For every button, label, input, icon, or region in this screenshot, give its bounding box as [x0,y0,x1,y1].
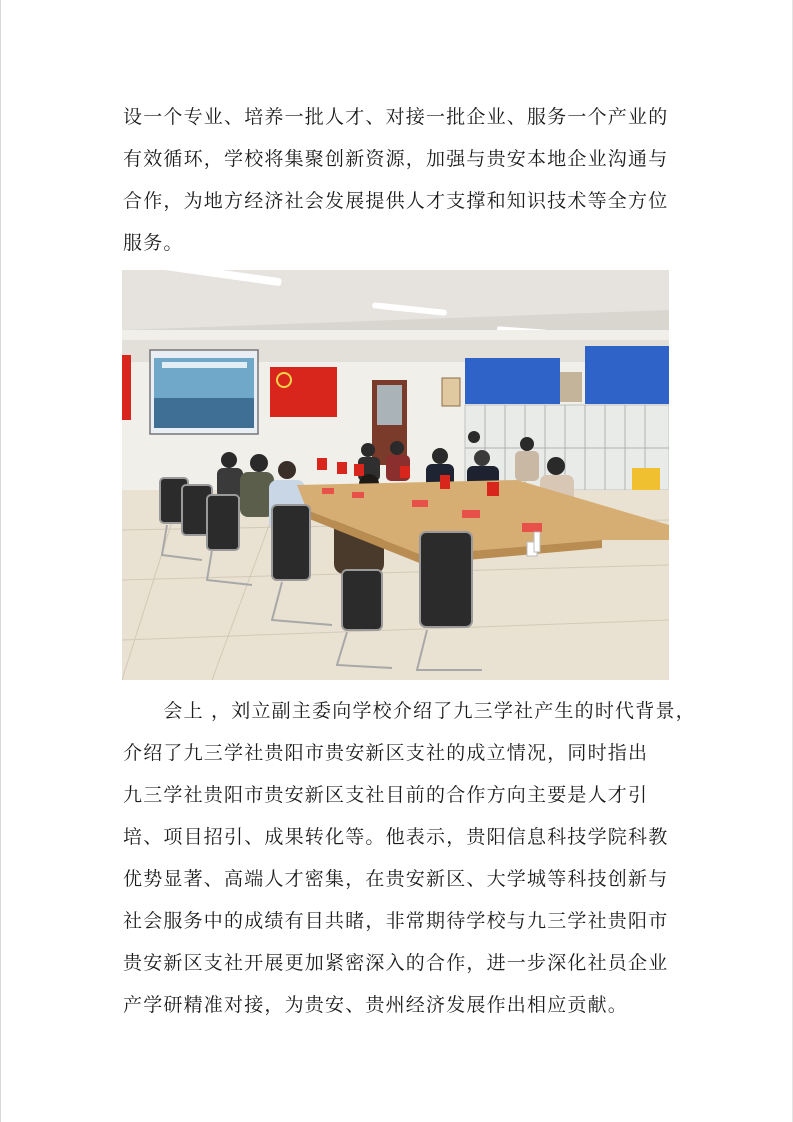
text-line: 设一个专业、培养一批人才、对接一批企业、服务一个产业的 [123,106,669,128]
text-line: 社会服务中的成绩有目共睹，非常期待学校与九三学社贵阳市 [123,910,669,932]
text-line: 培、项目招引、成果转化等。他表示，贵阳信息科技学院科教 [123,826,669,848]
blue-panel [585,346,669,404]
text-line: 优势显著、高端人才密集，在贵安新区、大学城等科技创新与 [123,868,669,890]
blue-panel [465,358,560,404]
text-line: 有效循环，学校将集聚创新资源，加强与贵安本地企业沟通与 [123,148,669,170]
meeting-photo [122,270,669,680]
text-line: 九三学社贵阳市贵安新区支社目前的合作方向主要是人才引 [123,784,649,806]
text-line: 产学研精准对接，为贵安、贵州经济发展作出相应贡献。 [123,994,629,1016]
text-line: 介绍了九三学社贵阳市贵安新区支社的成立情况，同时指出 [123,742,649,764]
text-line: 贵安新区支社开展更加紧密深入的合作，进一步深化社员企业 [123,952,669,974]
paragraph-top [123,96,683,264]
text-line: 会上 ，刘立副主委向学校介绍了九三学社产生的时代背景， [123,700,696,722]
text-line: 服务。 [123,232,184,254]
text-line: 合作，为地方经济社会发展提供人才支撑和知识技术等全方位 [123,190,669,212]
paragraph-bottom [123,690,696,1026]
